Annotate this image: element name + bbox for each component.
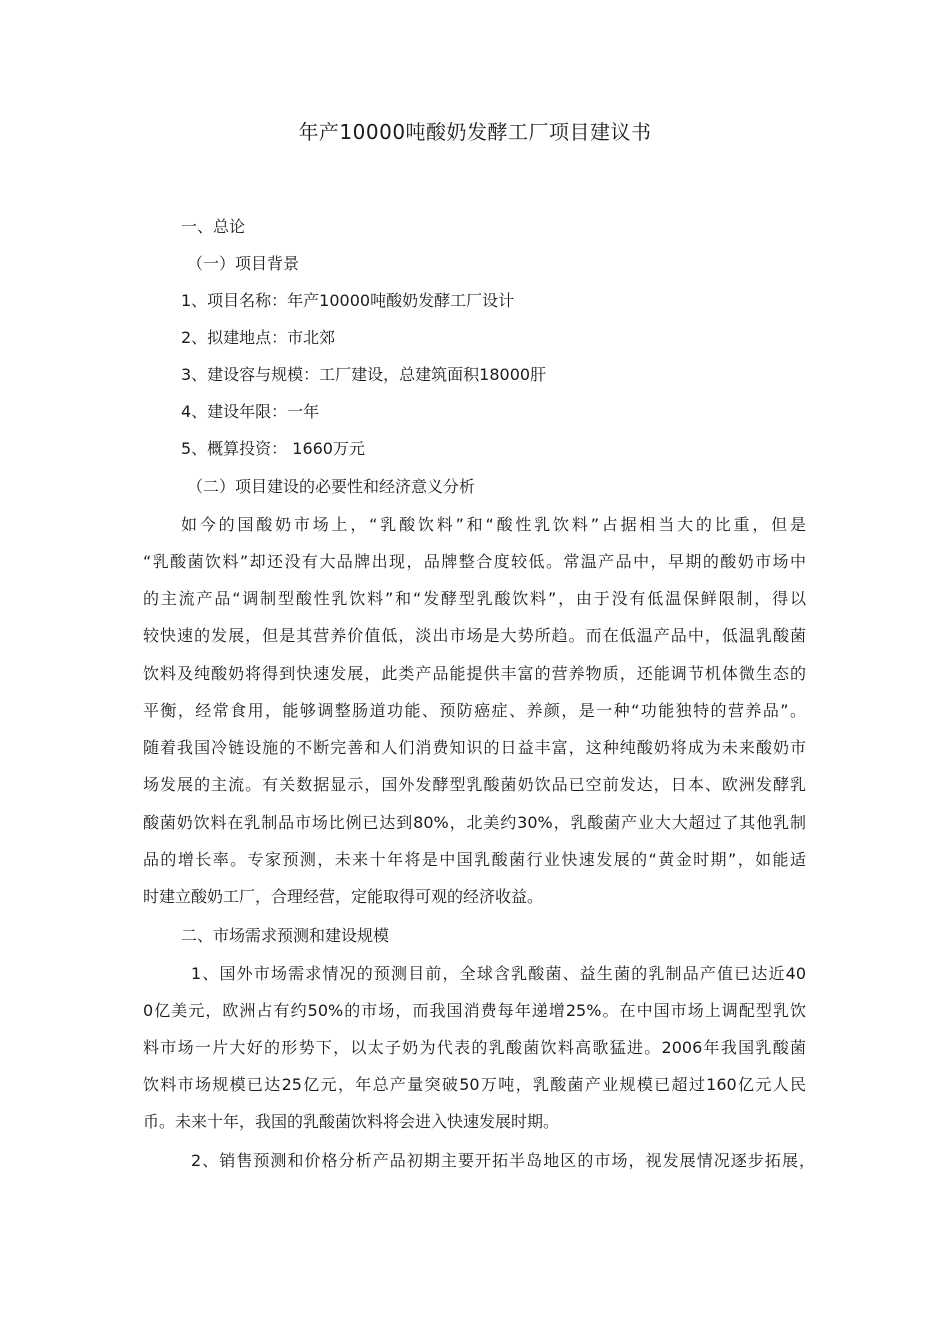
paragraph-line: 饮料市场规模已达25亿元，年总产量突破50万吨，乳酸菌产业规模已超过160亿元人民 <box>143 1075 806 1094</box>
paragraph-line: 1、国外市场需求情况的预测目前，全球含乳酸菌、益生菌的乳制品产值已达近40 <box>191 964 806 983</box>
document-title: 年产10000吨酸奶发酵工厂项目建议书 <box>298 120 652 144</box>
paragraph-line: 场发展的主流。有关数据显示，国外发酵型乳酸菌奶饮品已空前发达，日本、欧洲发酵乳 <box>143 775 806 794</box>
paragraph-line: “乳酸菌饮料”却还没有大品牌出现，品牌整合度较低。常温产品中，早期的酸奶市场中 <box>143 552 806 571</box>
paragraph-line: 料市场一片大好的形势下，以太子奶为代表的乳酸菌饮料高歌猛进。2006年我国乳酸菌 <box>143 1038 806 1057</box>
paragraph-line: 品的增长率。专家预测，未来十年将是中国乳酸菌行业快速发展的“黄金时期”，如能适 <box>143 850 806 869</box>
list-item: 5、概算投资： 1660万元 <box>181 439 365 458</box>
paragraph-line: 如今的国酸奶市场上，“乳酸饮料”和“酸性乳饮料”占据相当大的比重，但是 <box>181 515 806 534</box>
section-heading-market: 二、市场需求预测和建设规模 <box>181 926 390 945</box>
subsection-heading-necessity: （二）项目建设的必要性和经济意义分析 <box>187 477 476 496</box>
paragraph-line: 时建立酸奶工厂，合理经营，定能取得可观的经济收益。 <box>143 887 544 906</box>
paragraph-line: 币。未来十年，我国的乳酸菌饮料将会进入快速发展时期。 <box>143 1112 560 1131</box>
paragraph-line: 2、销售预测和价格分析产品初期主要开拓半岛地区的市场，视发展情况逐步拓展， <box>191 1151 815 1170</box>
paragraph-line: 0亿美元，欧洲占有约50%的市场，而我国消费每年递增25%。在中国市场上调配型乳饮 <box>143 1001 806 1020</box>
list-item: 4、建设年限：一年 <box>181 402 320 421</box>
paragraph-line: 平衡，经常食用，能够调整肠道功能、预防癌症、养颜，是一种“功能独特的营养品”。 <box>143 701 806 720</box>
paragraph-line: 随着我国冷链设施的不断完善和人们消费知识的日益丰富，这种纯酸奶将成为未来酸奶市 <box>143 738 806 757</box>
paragraph-line: 较快速的发展，但是其营养价值低，淡出市场是大势所趋。而在低温产品中，低温乳酸菌 <box>143 626 806 645</box>
section-heading-general: 一、总论 <box>181 217 246 236</box>
list-item: 3、建设容与规模：工厂建设，总建筑面积18000肝 <box>181 365 547 384</box>
paragraph-line: 饮料及纯酸奶将得到快速发展，此类产品能提供丰富的营养物质，还能调节机体微生态的 <box>143 664 806 683</box>
paragraph-line: 酸菌奶饮料在乳制品市场比例已达到80%，北美约30%，乳酸菌产业大大超过了其他乳制 <box>143 813 806 832</box>
list-item: 1、项目名称：年产10000吨酸奶发酵工厂设计 <box>181 291 515 310</box>
subsection-heading-background: （一）项目背景 <box>187 254 300 273</box>
list-item: 2、拟建地点：市北郊 <box>181 328 336 347</box>
paragraph-line: 的主流产品“调制型酸性乳饮料”和“发酵型乳酸饮料”，由于没有低温保鲜限制，得以 <box>143 589 806 608</box>
